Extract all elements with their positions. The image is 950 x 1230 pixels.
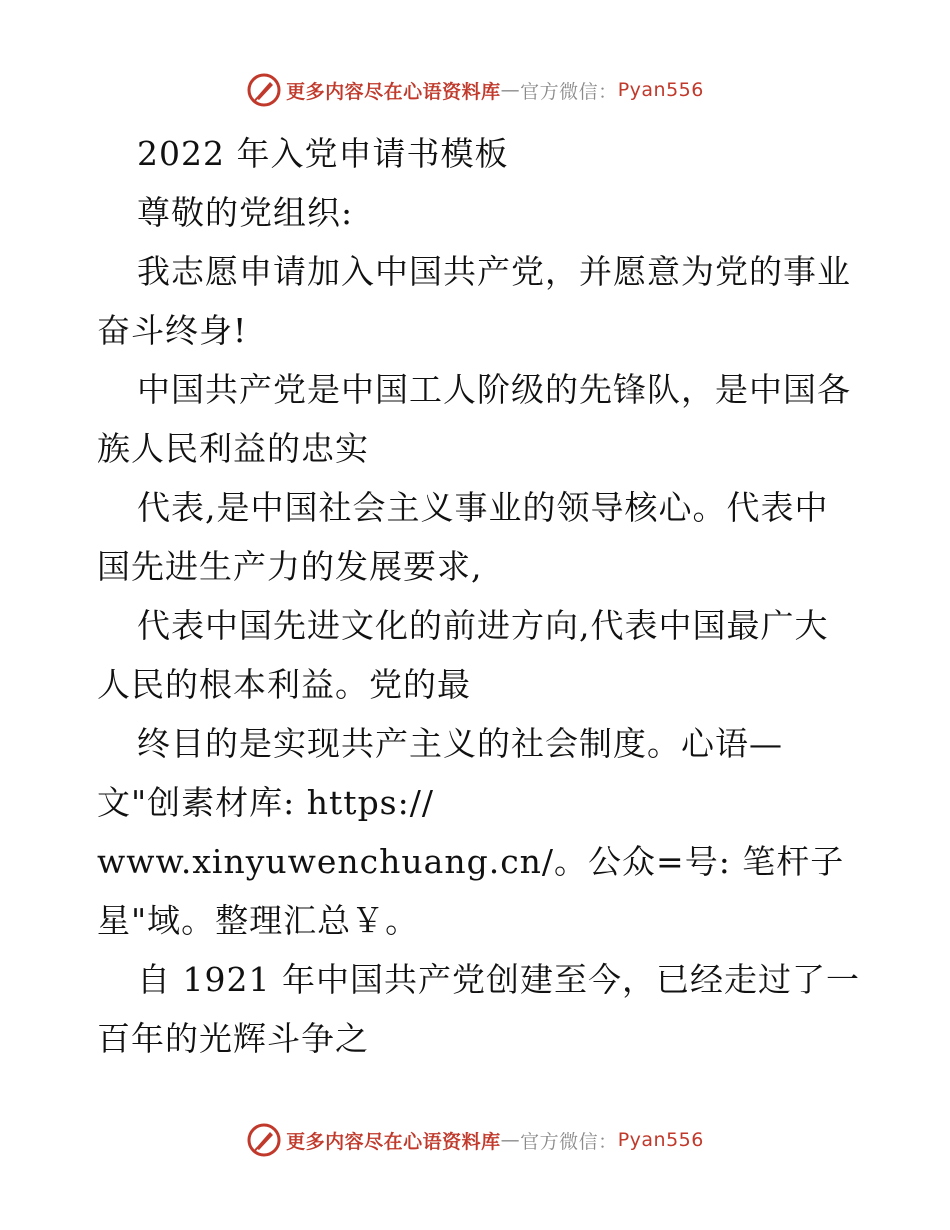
header-banner — [0, 70, 950, 110]
doc-line: 文"创素材库: https:// — [97, 783, 434, 822]
doc-line: 代表中国先进文化的前进方向,代表中国最广大 — [137, 606, 829, 645]
doc-line: 人民的根本利益。党的最 — [97, 665, 471, 704]
doc-line: 星"域。整理汇总￥。 — [97, 901, 420, 940]
doc-line: 代表,是中国社会主义事业的领导核心。代表中 — [137, 488, 829, 527]
banner-slogan: 更多内容尽在心语资料库 — [286, 1130, 501, 1153]
footer-banner — [0, 1120, 950, 1160]
doc-line: 2022 年入党申请书模板 — [137, 134, 509, 173]
doc-line: 百年的光辉斗争之 — [97, 1019, 369, 1058]
doc-line: 国先进生产力的发展要求, — [97, 547, 483, 586]
banner-slogan: 更多内容尽在心语资料库 — [286, 80, 501, 103]
quill-logo-icon — [246, 72, 282, 108]
doc-line: 中国共产党是中国工人阶级的先锋队，是中国各 — [137, 370, 851, 409]
doc-line: 尊敬的党组织: — [137, 193, 354, 232]
doc-line: 终目的是实现共产主义的社会制度。心语— — [137, 724, 783, 763]
banner-wechat-id: Pyan556 — [617, 79, 704, 101]
quill-logo-icon — [246, 1122, 282, 1158]
doc-line: www.xinyuwenchuang.cn/。公众=号: 笔杆子 — [97, 842, 845, 881]
doc-line: 族人民利益的忠实 — [97, 429, 369, 468]
banner-dash: — — [500, 79, 521, 101]
banner-wechat-id: Pyan556 — [617, 1129, 704, 1151]
banner-wechat-label: 官方微信： — [520, 80, 618, 103]
banner-dash: — — [500, 1129, 521, 1151]
doc-line: 我志愿申请加入中国共产党，并愿意为党的事业 — [137, 252, 851, 291]
doc-line: 自 1921 年中国共产党创建至今，已经走过了一 — [137, 960, 860, 999]
document-body — [97, 124, 860, 1068]
doc-line: 奋斗终身! — [97, 311, 248, 350]
banner-wechat-label: 官方微信： — [520, 1130, 618, 1153]
